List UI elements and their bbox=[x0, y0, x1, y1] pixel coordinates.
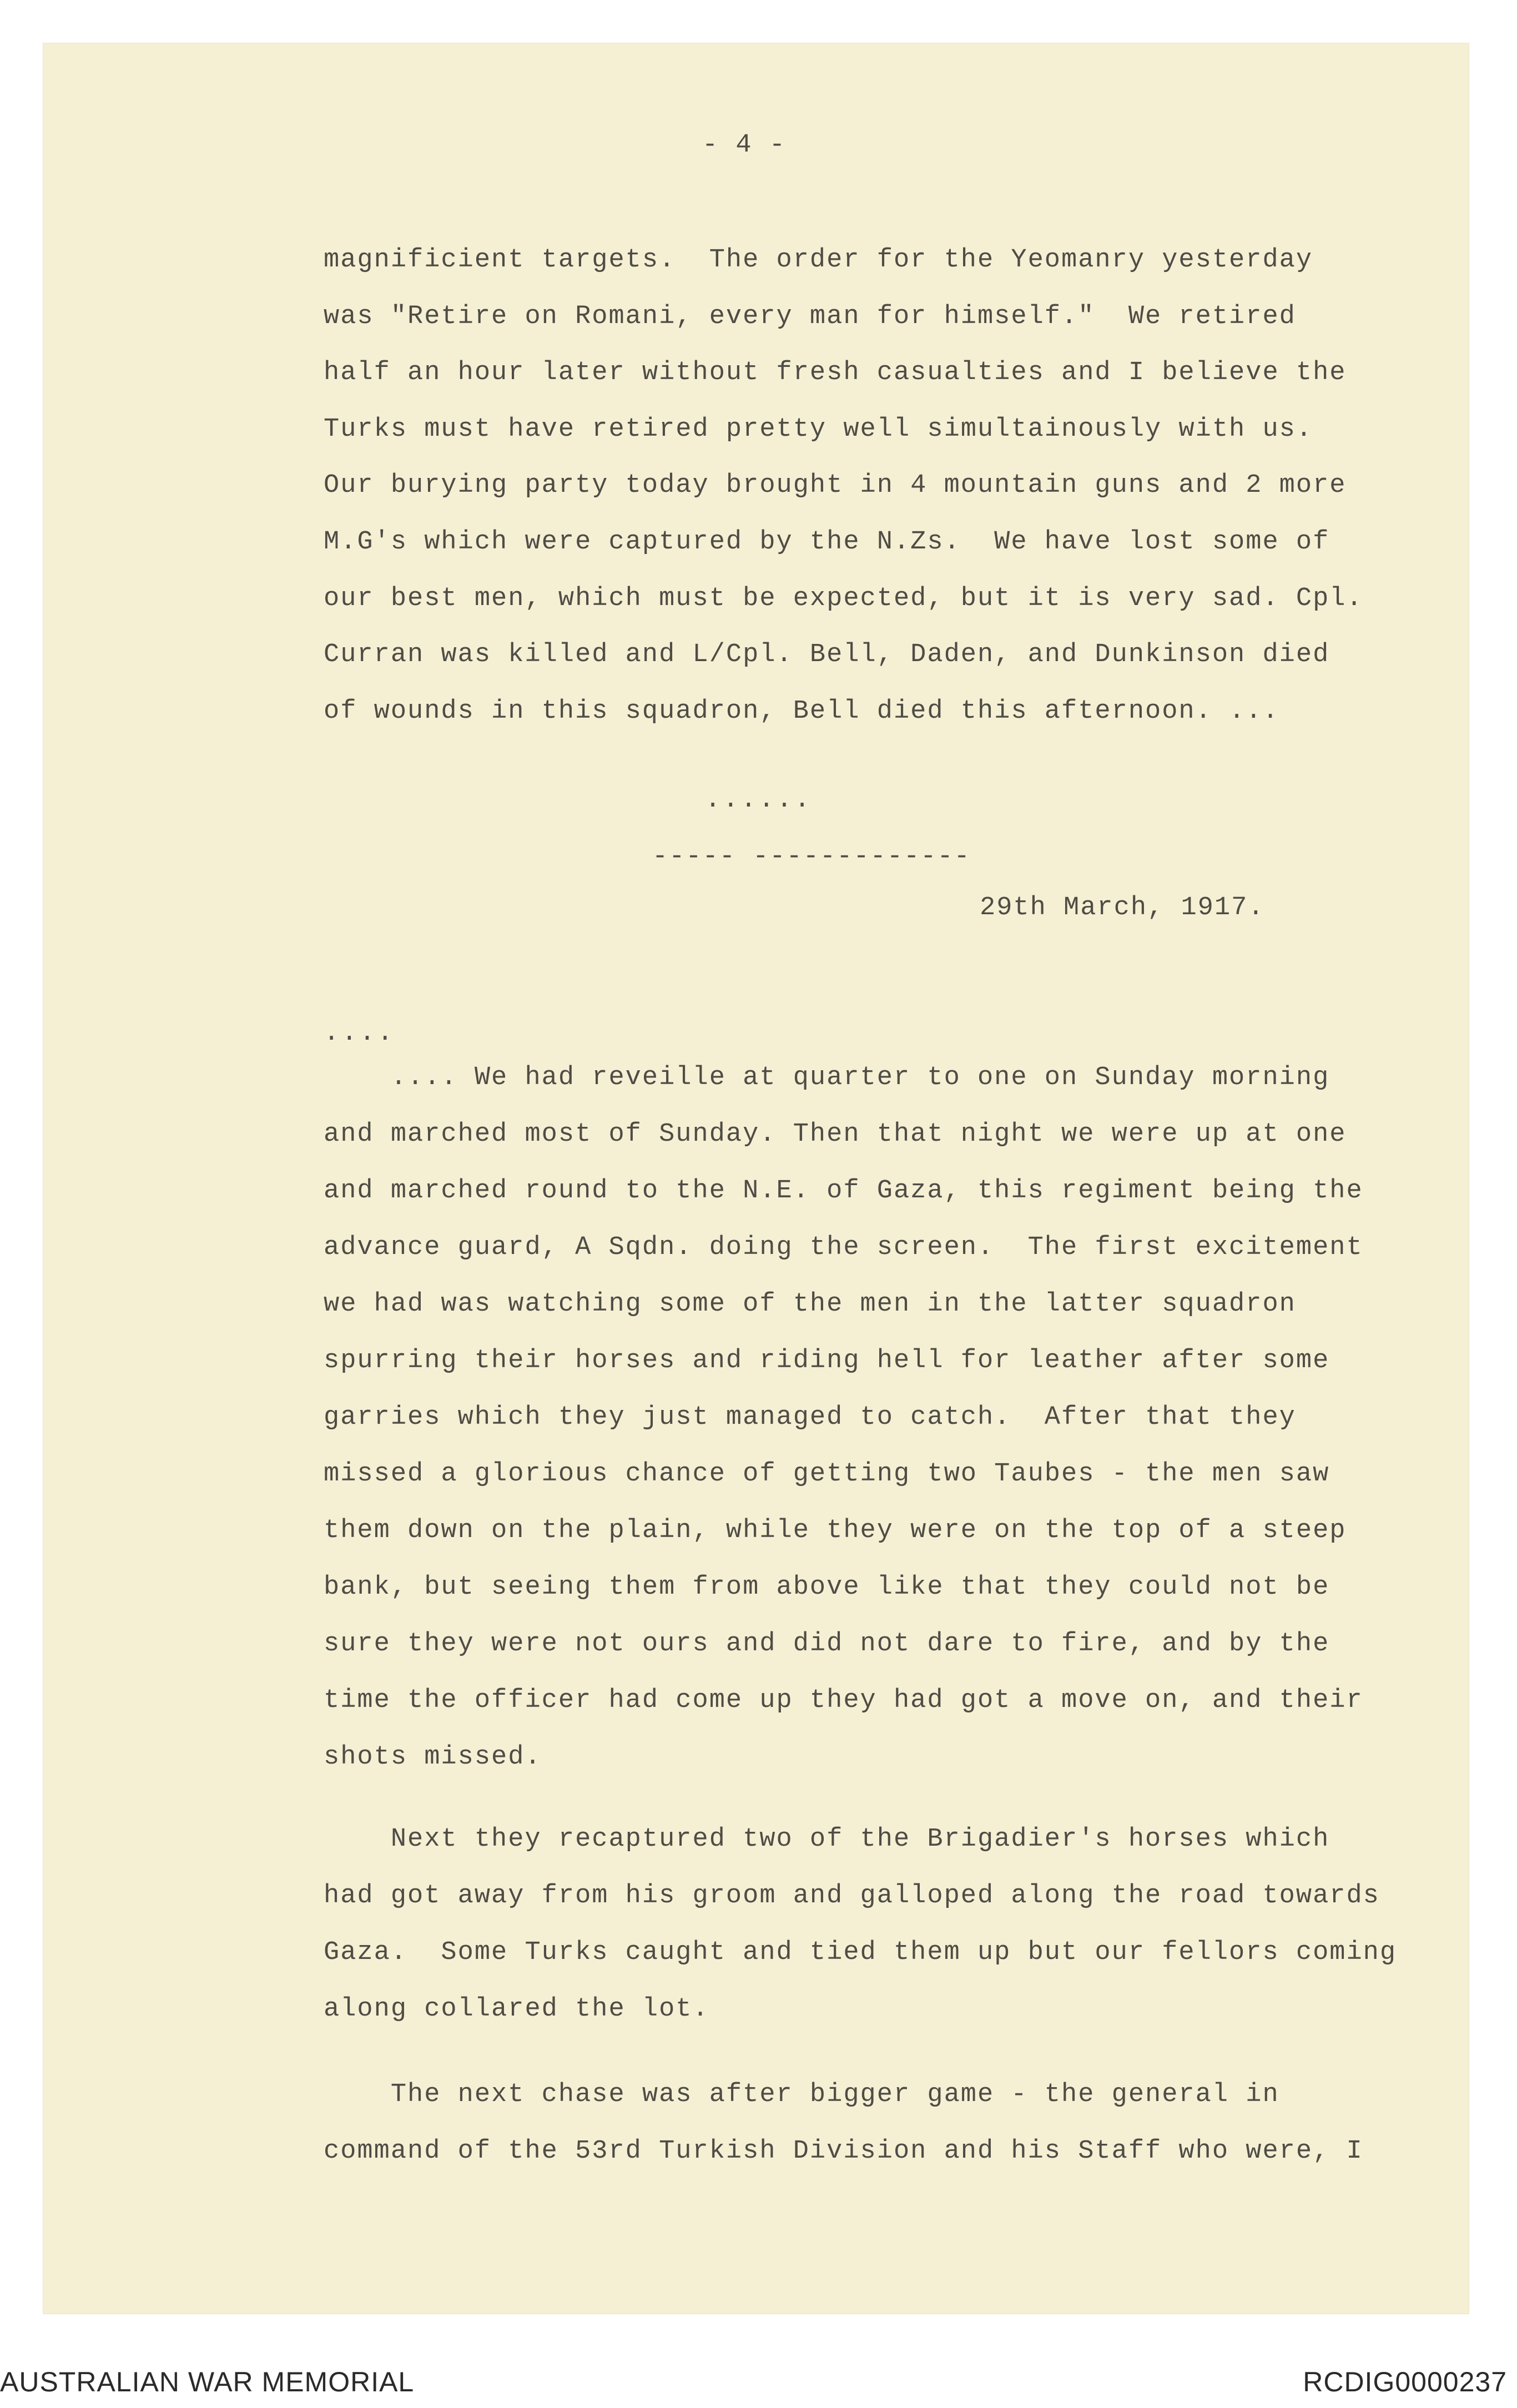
text-line: had got away from his groom and galloped along the road towards bbox=[324, 1881, 1380, 1911]
text-line: spurring their horses and riding hell for leather after some bbox=[324, 1346, 1330, 1376]
text-line: time the officer had come up they had got a move on, and their bbox=[324, 1686, 1363, 1715]
text-line: The next chase was after bigger game - the general in bbox=[324, 2080, 1279, 2109]
text-line: advance guard, A Sqdn. doing the screen. The first excitement bbox=[324, 1233, 1363, 1262]
archive-id: RCDIG0000237 bbox=[1303, 2366, 1507, 2397]
text-line: missed a glorious chance of getting two Taubes - the men saw bbox=[324, 1459, 1330, 1489]
text-line: along collared the lot. bbox=[324, 1994, 709, 2024]
text-line: command of the 53rd Turkish Division and his Staff who were, I bbox=[324, 2137, 1363, 2166]
text-line: M.G's which were captured by the N.Zs. We have lost some of bbox=[324, 527, 1330, 557]
text-line: Curran was killed and L/Cpl. Bell, Daden, and Dunkinson died bbox=[324, 640, 1330, 669]
text-line: magnificient targets. The order for the Yeomanry yesterday bbox=[324, 245, 1313, 275]
text-line: them down on the plain, while they were on the top of a steep bbox=[324, 1516, 1347, 1545]
text-line: bank, but seeing them from above like that they could not be bbox=[324, 1573, 1330, 1602]
text-line: and marched round to the N.E. of Gaza, this regiment being the bbox=[324, 1176, 1363, 1206]
text-line: our best men, which must be expected, but it is very sad. Cpl. bbox=[324, 584, 1363, 613]
text-line: half an hour later without fresh casualties and I believe the bbox=[324, 358, 1347, 387]
text-line: was "Retire on Romani, every man for himself." We retired bbox=[324, 302, 1296, 331]
text-line: .... We had reveille at quarter to one on Sunday morning bbox=[324, 1063, 1330, 1092]
text-line: garries which they just managed to catch. After that they bbox=[324, 1403, 1296, 1432]
text-line: of wounds in this squadron, Bell died this afternoon. ... bbox=[324, 697, 1279, 726]
text-line: sure they were not ours and did not dare to fire, and by the bbox=[324, 1629, 1330, 1659]
text-line: Gaza. Some Turks caught and tied them up but our fellors coming bbox=[324, 1938, 1397, 1967]
separator-rule: ----- ------------- bbox=[652, 842, 971, 871]
text-line: Our burying party today brought in 4 mountain guns and 2 more bbox=[324, 471, 1347, 500]
separator-dots: ...... bbox=[705, 785, 813, 815]
archive-credit: AUSTRALIAN WAR MEMORIAL bbox=[0, 2366, 415, 2397]
text-line: Next they recaptured two of the Brigadier's horses which bbox=[324, 1825, 1330, 1854]
page-number: - 4 - bbox=[702, 130, 787, 160]
ellipsis: .... bbox=[324, 1019, 395, 1048]
text-line: Turks must have retired pretty well simultainously with us. bbox=[324, 415, 1313, 444]
letter-date: 29th March, 1917. bbox=[980, 893, 1265, 923]
text-line: we had was watching some of the men in the latter squadron bbox=[324, 1289, 1296, 1319]
text-line: and marched most of Sunday. Then that night we were up at one bbox=[324, 1120, 1347, 1149]
text-line: shots missed. bbox=[324, 1742, 542, 1772]
